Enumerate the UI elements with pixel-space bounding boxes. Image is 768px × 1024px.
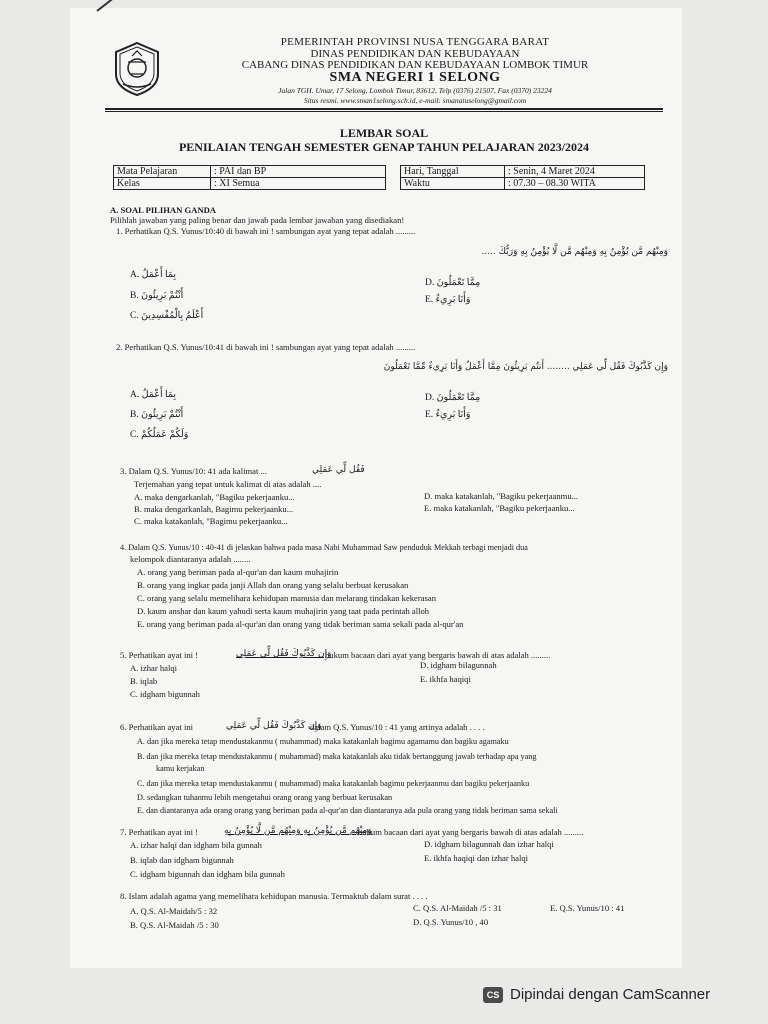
q3-option-c: C. maka katakanlah, "Bagimu pekerjaanku... xyxy=(134,516,288,526)
q7-option-b: B. iqlab dan idgham bigunnah xyxy=(130,855,234,865)
q5-text-end: hukum bacaan dari ayat yang bergaris bawah di atas adalah ......... xyxy=(325,650,551,660)
subject-info-table xyxy=(113,165,386,190)
q5-text: 5. Perhatikan ayat ini ! xyxy=(120,650,199,660)
q6-option-d: D. sedangkan tuhanmu lebih mengetahui orang orang yang berbuat kerusakan xyxy=(137,793,393,802)
header-contact: Situs resmi. www.sman1selong.sch.id, e-mail: smanatuselong@gmail.com xyxy=(303,96,527,105)
subject-value: : PAI dan BP xyxy=(211,166,386,178)
q7-option-c: C. idgham bigunnah dan idgham bila gunnah xyxy=(130,869,285,879)
time-label: Waktu xyxy=(401,178,505,190)
schedule-info-table xyxy=(400,165,645,190)
q4-option-b: B. orang yang ingkar pada janji Allah dan orang yang selalu berbuat kerusakan xyxy=(137,580,409,590)
class-value: : XI Semua xyxy=(211,178,386,190)
q6-arabic: وَإِن كَذَّبُوكَ فَقُل لِّي عَمَلِي xyxy=(226,721,322,731)
q4-option-c: C. orang yang selalu memelihara kehidupan manusia dan melarang tindakan kekerasan xyxy=(137,593,437,603)
q4-option-d: D. kaum anshar dan kaum yahudi serta kaum muhajirin yang taat pada perintah alloh xyxy=(137,606,430,616)
camscanner-text: Dipindai dengan CamScanner xyxy=(510,986,711,1003)
q7-arabic: وَمِنْهُم مَّن يُؤْمِنُ بِهِ وَمِنْهُم مَّن لَّا يُؤْمِنُ بِهِ xyxy=(224,826,372,836)
q6-option-a: A. dan jika mereka tetap mendustakanmu ( muhammad) maka katakanlah bagimu agamamu dan bagiku agamaku xyxy=(137,737,509,746)
q2-option-b: B. أَنْتُمْ بَرِيئُونَ xyxy=(130,410,184,420)
header-rule-thin xyxy=(105,111,663,112)
q3-arabic: فَقُل لِّي عَمَلِي xyxy=(312,465,365,475)
q3-option-a: A. maka dengarkanlah, "Bagiku pekerjaanku... xyxy=(134,492,295,502)
q5-option-b: B. iqlab xyxy=(130,676,158,686)
q7-text: 7. Perhatikan ayat ini ! xyxy=(120,827,199,837)
header-department: DINAS PENDIDIKAN DAN KEBUDAYAAN xyxy=(310,48,520,60)
q4-text-line1: 4. Dalam Q.S. Yunus/10 : 40-41 di jelaskan bahwa pada masa Nabi Muhammad Saw penduduk Mekkah terbagi menjadi dua xyxy=(120,543,528,552)
q1-option-a: A. بِمَا أَعْمَلُ xyxy=(130,270,177,280)
q1-option-d: D. مِمَّا تَعْمَلُونَ xyxy=(425,278,481,288)
q6-option-b-line1: B. dan jika mereka tetap mendustakanmu ( muhammad) maka katakanlah aku tidak bertanggung jawab terhadap apa yang xyxy=(137,752,537,761)
date-label: Hari, Tanggal xyxy=(401,166,505,178)
subject-label: Mata Pelajaran xyxy=(114,166,211,178)
header-address: Jalan TGH. Umar, 17 Selong, Lombok Timur, 83612, Telp (0376) 21507, Fax (0370) 23224 xyxy=(278,86,552,95)
q7-option-a: A. izhar halqi dan idgham bila gunnah xyxy=(130,840,262,850)
q7-option-d: D. idgham bilagunnah dan izhar halqi xyxy=(424,839,554,849)
q8-option-d: D. Q.S. Yunus/10 , 40 xyxy=(413,917,489,927)
exam-title: PENILAIAN TENGAH SEMESTER GENAP TAHUN PELAJARAN 2023/2024 xyxy=(178,140,590,154)
q2-text: 2. Perhatikan Q.S. Yunus/10:41 di bawah ini ! sambungan ayat yang tepat adalah ......... xyxy=(116,342,416,352)
government-seal-logo xyxy=(108,40,166,98)
q2-option-a: A. بِمَا أَعْمَلُ xyxy=(130,390,177,400)
q4-text-line2: kelompok diantaranya adalah ........ xyxy=(130,554,251,564)
q5-arabic: وَإِن كَذَّبُوكَ فَقُل لِّي عَمَلِي xyxy=(236,649,332,659)
q3-subtext: Terjemahan yang tepat untuk kalimat di atas adalah .... xyxy=(134,479,322,489)
q8-option-b: B. Q.S. Al-Maidah /5 : 30 xyxy=(130,920,219,930)
q2-arabic: وَإِن كَذَّبُوكَ فَقُل لِّي عَمَلِي ........ أَنتُم بَرِيئُونَ مِمَّا أَعْمَلُ وَأَنَا بَرِيءٌ مِّمَّا تَعْمَلُونَ xyxy=(383,362,668,372)
q8-option-e: E. Q.S. Yunus/10 : 41 xyxy=(550,903,625,913)
q2-option-d: D. مِمَّا تَعْمَلُونَ xyxy=(425,393,481,403)
q5-option-d: D. idgham bilagunnah xyxy=(420,660,497,670)
q1-option-c: C. أَعْلَمُ بِالْمُفْسِدِينَ xyxy=(130,311,204,321)
q2-option-c: C. وَلَكُمْ عَمَلُكُمْ xyxy=(130,430,189,440)
q2-option-e: E. وَأَنَا بَرِيءٌ xyxy=(425,410,471,420)
date-value: : Senin, 4 Maret 2024 xyxy=(505,166,645,178)
header-government: PEMERINTAH PROVINSI NUSA TENGGARA BARAT xyxy=(280,36,550,48)
q6-text-end: dalam Q.S. Yunus/10 : 41 yang artinya adalah . . . . xyxy=(310,722,485,732)
q1-arabic: وَمِنْهُم مَّن يُؤْمِنُ بِهِ وَمِنْهُم مَّن لَّا يُؤْمِنُ بِهِ وَرَبُّكَ ..... xyxy=(481,247,668,257)
camscanner-watermark xyxy=(483,986,710,1003)
q1-option-e: E. وَأَنَا بَرِيءٌ xyxy=(425,295,471,305)
header-branch: CABANG DINAS PENDIDIKAN DAN KEBUDAYAAN LOMBOK TIMUR xyxy=(241,59,589,71)
q3-option-b: B. maka dengarkanlah, Bagimu pekerjaanku... xyxy=(134,504,294,514)
q6-option-b-line2: kamu kerjakan xyxy=(156,764,205,773)
time-value: : 07.30 – 08.30 WITA xyxy=(505,178,645,190)
q1-text: 1. Perhatikan Q.S. Yunus/10:40 di bawah ini ! sambungan ayat yang tepat adalah ......... xyxy=(116,226,416,236)
camscanner-icon: CS xyxy=(483,987,503,1003)
document-title: LEMBAR SOAL xyxy=(339,126,429,140)
q7-text-end: hukum bacaan dari ayat yang bergaris bawah di atas adalah ......... xyxy=(358,827,584,837)
q6-option-c: C. dan jika mereka tetap mendustakanmu ( muhammad) maka katakanlah bagimu pekerjaanmu dan bagiku pekerjaanku xyxy=(137,779,530,788)
class-label: Kelas xyxy=(114,178,211,190)
header-school: SMA NEGERI 1 SELONG xyxy=(329,70,501,85)
header-rule xyxy=(105,108,663,110)
q3-option-e: E. maka katakanlah, "Bagiku pekerjaanku... xyxy=(424,503,575,513)
q8-option-c: C. Q.S. Al-Maidah /5 : 31 xyxy=(413,903,502,913)
section-title: A. SOAL PILIHAN GANDA xyxy=(110,205,217,215)
q5-option-c: C. idgham bigunnah xyxy=(130,689,200,699)
instruction: Pilihlah jawaban yang paling benar dan jawab pada lembar jawaban yang disediakan! xyxy=(110,215,405,225)
q5-option-a: A. izhar halqi xyxy=(130,663,178,673)
q8-text: 8. Islam adalah agama yang memelihara kehidupan manusia. Termaktub dalam surat . . . . xyxy=(120,891,428,901)
q5-option-e: E. ikhfa haqiqi xyxy=(420,674,471,684)
q6-option-e: E. dan diantaranya ada orang orang yang beriman pada al-qur'an dan diantaranya ada pula orang yang tidak beriman sama sekali xyxy=(137,806,558,815)
q8-option-a: A. Q.S. Al-Maidah/5 : 32 xyxy=(130,906,218,916)
q1-option-b: B. أَنْتُمْ بَرِيئُونَ xyxy=(130,291,184,301)
q3-text: 3. Dalam Q.S. Yunus/10: 41 ada kalimat ... xyxy=(120,466,267,476)
q6-text: 6. Perhatikan ayat ini xyxy=(120,722,194,732)
q4-option-e: E. orang yang beriman pada al-qur'an dan orang yang tidak beriman sama sekali pada al-qur'an xyxy=(137,619,464,629)
q3-option-d: D. maka katakanlah, "Bagiku pekerjaanmu... xyxy=(424,491,579,501)
q7-option-e: E. ikhfa haqiqi dan izhar halqi xyxy=(424,853,529,863)
q4-option-a: A. orang yang beriman pada al-qur'an dan kaum muhajirin xyxy=(137,567,339,577)
